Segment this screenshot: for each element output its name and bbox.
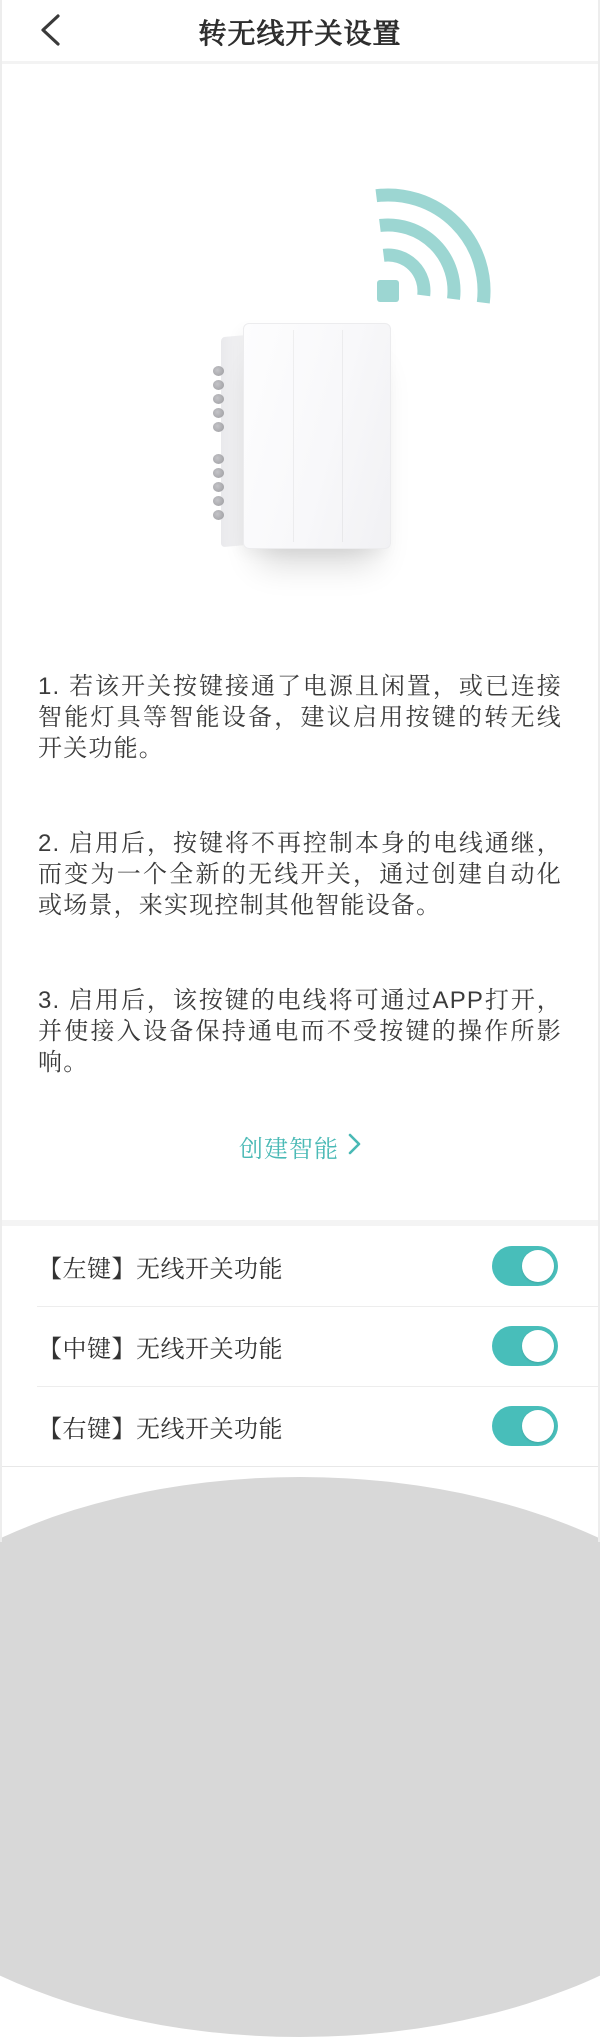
instruction-paragraph-3: 3. 启用后，该按键的电线将可通过APP打开，并使接入设备保持通电而不受按键的操作所影响。 — [38, 987, 562, 1076]
create-smart-link-label: 创建智能 — [239, 1135, 339, 1163]
toggle-row-left-key — [0, 1226, 600, 1306]
wall-switch-face — [243, 323, 391, 549]
header-bar — [0, 0, 600, 64]
switch-panel-seam — [293, 330, 294, 542]
toggle-knob — [522, 1330, 554, 1362]
toggle-knob — [522, 1250, 554, 1282]
chevron-right-icon — [347, 1133, 361, 1160]
instruction-paragraph-1: 1. 若该开关按键接通了电源且闲置，或已连接智能灯具等智能设备，建议启用按键的转无线开关功能。 — [38, 673, 562, 762]
switch-panel-seam — [342, 330, 343, 542]
middle-key-toggle[interactable] — [492, 1326, 558, 1366]
middle-key-toggle-label: 【中键】无线开关功能 — [38, 1335, 283, 1363]
right-key-toggle-label: 【右键】无线开关功能 — [38, 1415, 283, 1443]
create-smart-link[interactable] — [0, 1130, 600, 1162]
switch-terminal-pins-bottom — [209, 454, 229, 520]
hero-illustration — [0, 64, 600, 671]
screen-left-edge — [0, 0, 2, 1542]
right-key-toggle[interactable] — [492, 1406, 558, 1446]
toggle-row-middle-key — [0, 1306, 600, 1386]
left-key-toggle-label: 【左键】无线开关功能 — [38, 1255, 283, 1283]
toggle-row-right-key — [0, 1386, 600, 1466]
wall-switch-image — [0, 64, 600, 671]
wireless-toggle-list — [0, 1220, 600, 1467]
toggle-knob — [522, 1410, 554, 1442]
instruction-paragraph-2: 2. 启用后，按键将不再控制本身的电线通继，而变为一个全新的无线开关，通过创建自动化或场景，来实现控制其他智能设备。 — [38, 830, 562, 919]
bottom-dome-decoration — [0, 1477, 600, 2037]
left-key-toggle[interactable] — [492, 1246, 558, 1286]
instructions-block — [0, 671, 600, 1078]
switch-terminal-pins-top — [209, 366, 229, 432]
page-title: 转无线开关设置 — [198, 18, 402, 49]
